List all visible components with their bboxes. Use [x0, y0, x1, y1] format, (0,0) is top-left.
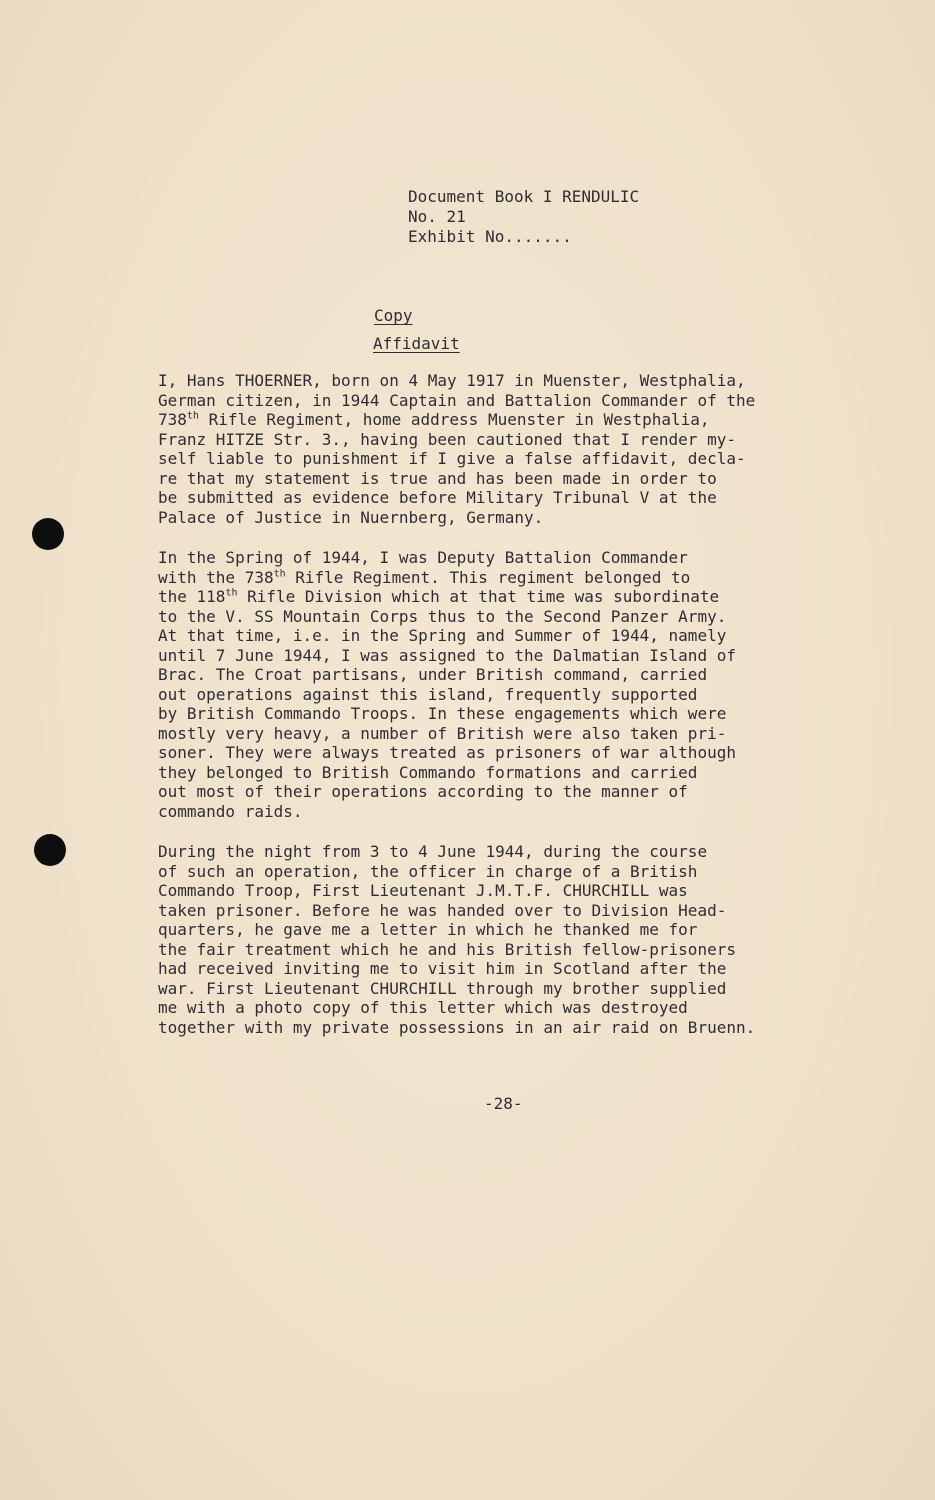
paragraph-line: until 7 June 1944, I was assigned to the Dalmatian Island of [158, 645, 736, 665]
paragraph-line: In the Spring of 1944, I was Deputy Battalion Commander [158, 548, 688, 567]
document-title: Affidavit [373, 334, 460, 353]
paragraph-line: they belonged to British Commando formations and carried [158, 762, 698, 782]
punch-hole [34, 834, 66, 866]
paragraph-line: out most of their operations according to the manner of [158, 782, 688, 801]
paragraph-line: quarters, he gave me a letter in which he thanked me for [158, 920, 698, 939]
document-book-label: Document Book I RENDULIC [408, 187, 640, 206]
paragraph-line: to the V. SS Mountain Corps thus to the Second Panzer Army. [158, 606, 727, 626]
document-number: No. 21 [408, 207, 466, 226]
paragraph-1 [158, 371, 858, 527]
page-number: -28- [484, 1094, 523, 1113]
paragraph-line: with the 738th Rifle Regiment. This regiment belonged to [158, 567, 691, 587]
paragraph-line: self liable to punishment if I give a false affidavit, decla- [158, 449, 746, 468]
paragraph-line: the 118th Rifle Division which at that time was subordinate [158, 587, 720, 606]
paragraph-line: together with my private possessions in an air raid on Bruenn. [158, 1017, 756, 1037]
paragraph-line: During the night from 3 to 4 June 1944, during the course [158, 842, 708, 861]
paragraph-line: out operations against this island, frequently supported [158, 684, 698, 704]
paragraph-line: At that time, i.e. in the Spring and Summer of 1944, namely [158, 626, 727, 645]
paragraph-line: Commando Troop, First Lieutenant J.M.T.F. CHURCHILL was [158, 881, 688, 900]
paragraph-2 [158, 548, 858, 821]
paragraph-line: me with a photo copy of this letter which was destroyed [158, 998, 688, 1017]
paragraph-line: I, Hans THOERNER, born on 4 May 1917 in Muenster, Westphalia, [158, 371, 746, 390]
paragraph-line: taken prisoner. Before he was handed over to Division Head- [158, 900, 727, 920]
paragraph-line: 738th Rifle Regiment, home address Muenster in Westphalia, [158, 410, 710, 429]
paragraph-line: of such an operation, the officer in charge of a British [158, 861, 698, 881]
document-header [408, 187, 639, 247]
copy-label: Copy [374, 306, 413, 325]
paragraph-line: by British Commando Troops. In these engagements which were [158, 704, 727, 723]
paragraph-3 [158, 842, 858, 1037]
paragraph-line: re that my statement is true and has been made in order to [158, 468, 717, 488]
paragraph-line: soner. They were always treated as prisoners of war although [158, 743, 736, 762]
paragraph-line: be submitted as evidence before Military Tribunal V at the [158, 488, 717, 507]
punch-hole [32, 518, 64, 550]
paragraph-line: mostly very heavy, a number of British were also taken pri- [158, 723, 727, 743]
paragraph-line: German citizen, in 1944 Captain and Battalion Commander of the [158, 390, 756, 410]
paragraph-line: Brac. The Croat partisans, under British command, carried [158, 665, 708, 684]
paragraph-line: the fair treatment which he and his British fellow-prisoners [158, 939, 736, 959]
paragraph-line: Franz HITZE Str. 3., having been cautioned that I render my- [158, 429, 736, 449]
paragraph-line: war. First Lieutenant CHURCHILL through my brother supplied [158, 978, 727, 998]
exhibit-number: Exhibit No....... [408, 227, 572, 246]
paragraph-line: commando raids. [158, 801, 303, 821]
paragraph-line: Palace of Justice in Nuernberg, Germany. [158, 507, 544, 527]
paragraph-line: had received inviting me to visit him in Scotland after the [158, 959, 727, 978]
